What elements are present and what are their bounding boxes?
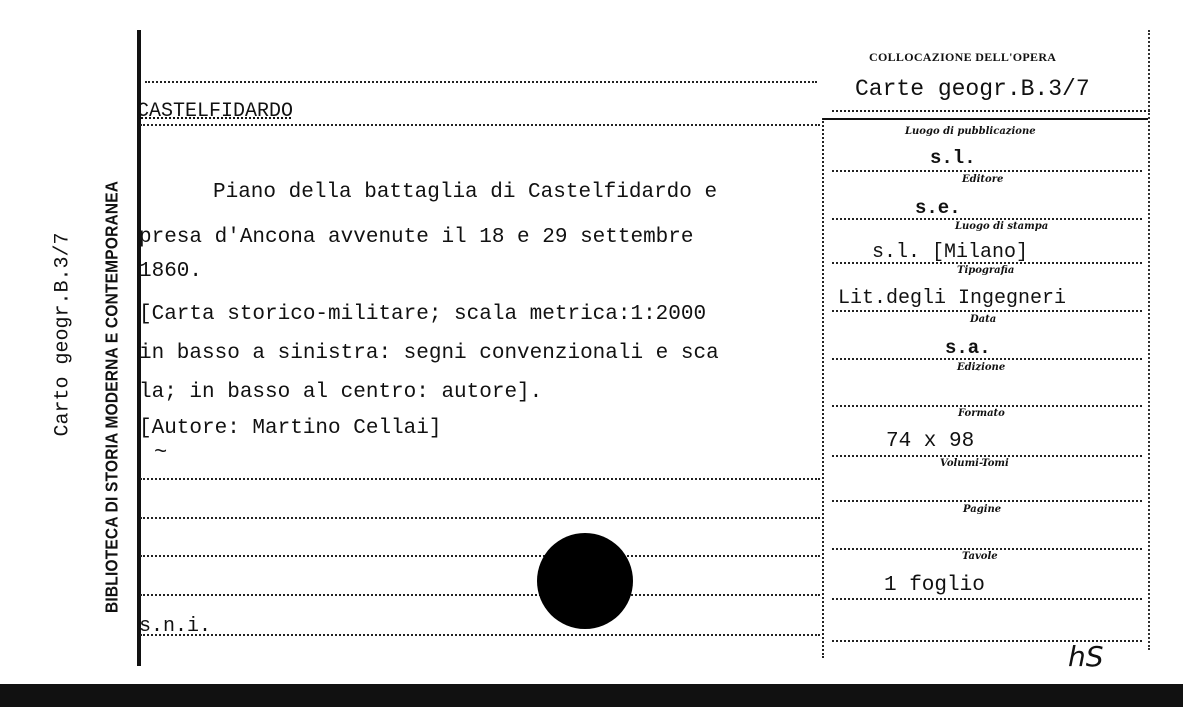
field-value: s.l. xyxy=(930,147,976,169)
top-right-rule xyxy=(823,118,1148,120)
shelfmark: Carte geogr.B.3/7 xyxy=(855,76,1090,102)
rule-line xyxy=(832,405,1142,407)
dash-mark: ~ xyxy=(154,440,168,465)
rule-line xyxy=(140,124,820,126)
field-value: 1 foglio xyxy=(884,574,985,597)
description-line: 1860. xyxy=(139,260,203,283)
rule-line xyxy=(832,218,1142,220)
field-value: Lit.degli Ingegneri xyxy=(838,287,1067,310)
rule-line xyxy=(832,548,1142,550)
handwritten-note: hS xyxy=(1068,640,1104,673)
field-label: Formato xyxy=(958,408,1005,419)
right-border xyxy=(1148,30,1150,650)
description-line: [Carta storico-militare; scala metrica:1:2000 xyxy=(139,303,707,326)
description-line: presa d'Ancona avvenute il 18 e 29 settembre xyxy=(139,226,694,249)
rule-line xyxy=(140,594,820,596)
field-value: s.a. xyxy=(945,337,991,359)
center-divider xyxy=(822,118,824,658)
location-header: COLLOCAZIONE DELL'OPERA xyxy=(869,50,1057,64)
rule-line xyxy=(832,598,1142,600)
field-label: Editore xyxy=(962,174,1004,185)
bottom-edge xyxy=(0,684,1183,707)
card-heading: CASTELFIDARDO xyxy=(137,100,294,123)
rule-line xyxy=(145,81,817,83)
field-label: Luogo di pubblicazione xyxy=(905,126,1036,137)
rule-line xyxy=(140,478,820,480)
rule-line xyxy=(140,555,820,557)
rule-line xyxy=(832,110,1150,112)
rule-line xyxy=(832,358,1142,360)
rule-line xyxy=(832,310,1142,312)
author-line: [Autore: Martino Cellai] xyxy=(139,417,442,440)
rule-line xyxy=(832,262,1142,264)
footer-code: s.n.i. xyxy=(139,615,212,638)
field-label: Luogo di stampa xyxy=(955,221,1049,232)
vertical-shelfmark: Carto geogr.B.3/7 xyxy=(51,232,75,437)
field-label: Tipografia xyxy=(957,265,1015,276)
description-line: Piano della battaglia di Castelfidardo e xyxy=(213,181,718,204)
field-label: Tavole xyxy=(962,551,998,562)
description-line: in basso a sinistra: segni convenzionali e sca xyxy=(139,342,719,365)
field-label: Volumi-Tomi xyxy=(940,458,1009,469)
punch-hole xyxy=(537,533,633,629)
field-value: 74 x 98 xyxy=(886,430,975,453)
field-label: Edizione xyxy=(957,362,1006,373)
rule-line xyxy=(832,455,1142,457)
field-label: Data xyxy=(970,314,997,325)
rule-line xyxy=(832,500,1142,502)
field-label: Pagine xyxy=(963,504,1002,515)
description-line: la; in basso al centro: autore]. xyxy=(139,381,543,404)
rule-line xyxy=(140,517,820,519)
field-value: s.e. xyxy=(915,197,961,219)
library-name-vertical: BIBLIOTECA DI STORIA MODERNA E CONTEMPORANEA xyxy=(102,180,123,613)
rule-line xyxy=(140,634,820,636)
field-value: s.l. [Milano] xyxy=(872,241,1029,264)
rule-line xyxy=(832,170,1142,172)
